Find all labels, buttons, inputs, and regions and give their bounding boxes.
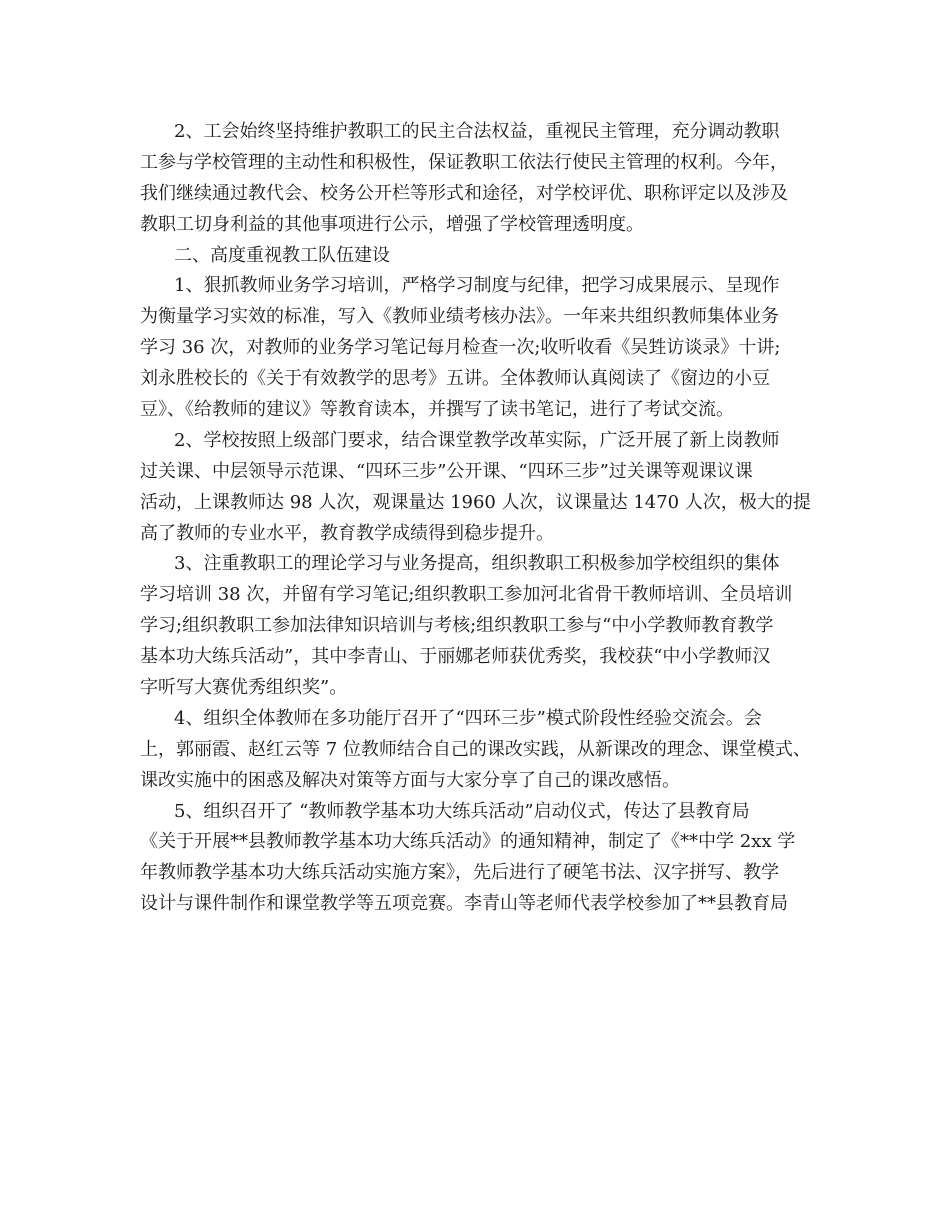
text-line: 学习 36 次，对教师的业务学习笔记每月检查一次;收听收看《吴甡访谈录》十讲; bbox=[140, 337, 781, 359]
text-line: 豆》、《给教师的建议》等教育读本，并撰写了读书笔记，进行了考试交流。 bbox=[140, 399, 734, 421]
text-line: 1、狠抓教师业务学习培训，严格学习制度与纪律，把学习成果展示、呈现作 bbox=[174, 275, 780, 297]
text-line: 基本功大练兵活动”，其中李青山、于丽娜老师获优秀奖，我校获“中小学教师汉 bbox=[140, 646, 771, 668]
text-line: 高了教师的专业水平，教育教学成绩得到稳步提升。 bbox=[140, 522, 554, 544]
text-line: 设计与课件制作和课堂教学等五项竞赛。李青山等老师代表学校参加了**县教育局 bbox=[140, 893, 788, 915]
text-line: 课改实施中的困惑及解决对策等方面与大家分享了自己的课改感悟。 bbox=[140, 769, 680, 791]
text-line: 工参与学校管理的主动性和积极性，保证教职工依法行使民主管理的权利。今年， bbox=[140, 151, 788, 173]
text-line: 《关于开展**县教师教学基本功大练兵活动》的通知精神，制定了《**中学 2xx 学 bbox=[140, 831, 796, 853]
text-line: 二、高度重视教工队伍建设 bbox=[174, 244, 390, 266]
text-line: 为衡量学习实效的标准，写入《教师业绩考核办法》。一年来共组织教师集体业务 bbox=[140, 306, 779, 328]
text-line: 我们继续通过教代会、校务公开栏等形式和途径，对学校评优、职称评定以及涉及 bbox=[140, 182, 788, 204]
text-line: 过关课、中层领导示范课、“四环三步”公开课、“四环三步”过关课等观课议课 bbox=[140, 460, 753, 482]
text-line: 上，郭丽霞、赵红云等 7 位教师结合自己的课改实践，从新课改的理念、课堂模式、 bbox=[140, 738, 811, 760]
document-body bbox=[140, 117, 812, 920]
text-line: 刘永胜校长的《关于有效教学的思考》五讲。全体教师认真阅读了《窗边的小豆 bbox=[140, 368, 770, 390]
text-line: 教职工切身利益的其他事项进行公示，增强了学校管理透明度。 bbox=[140, 213, 644, 235]
text-line: 4、组织全体教师在多功能厅召开了“四环三步”模式阶段性经验交流会。会 bbox=[174, 707, 762, 729]
text-line: 2、学校按照上级部门要求，结合课堂教学改革实际，广泛开展了新上岗教师 bbox=[174, 429, 780, 451]
text-line: 学习;组织教职工参加法律知识培训与考核;组织教职工参与“中小学教师教育教学 bbox=[140, 615, 774, 637]
text-line: 活动，上课教师达 98 人次，观课量达 1960 人次，议课量达 1470 人次，极大的提 bbox=[140, 491, 811, 513]
text-line: 学习培训 38 次，并留有学习笔记;组织教职工参加河北省骨干教师培训、全员培训 bbox=[140, 584, 793, 606]
text-line: 5、组织召开了 “教师教学基本功大练兵活动”启动仪式，传达了县教育局 bbox=[174, 800, 750, 822]
text-line: 字听写大赛优秀组织奖”。 bbox=[140, 677, 348, 699]
text-line: 3、注重教职工的理论学习与业务提高，组织教职工积极参加学校组织的集体 bbox=[174, 553, 780, 575]
text-line: 年教师教学基本功大练兵活动实施方案》，先后进行了硬笔书法、汉字拼写、教学 bbox=[140, 862, 779, 884]
text-line: 2、工会始终坚持维护教职工的民主合法权益，重视民主管理，充分调动教职 bbox=[174, 121, 780, 142]
